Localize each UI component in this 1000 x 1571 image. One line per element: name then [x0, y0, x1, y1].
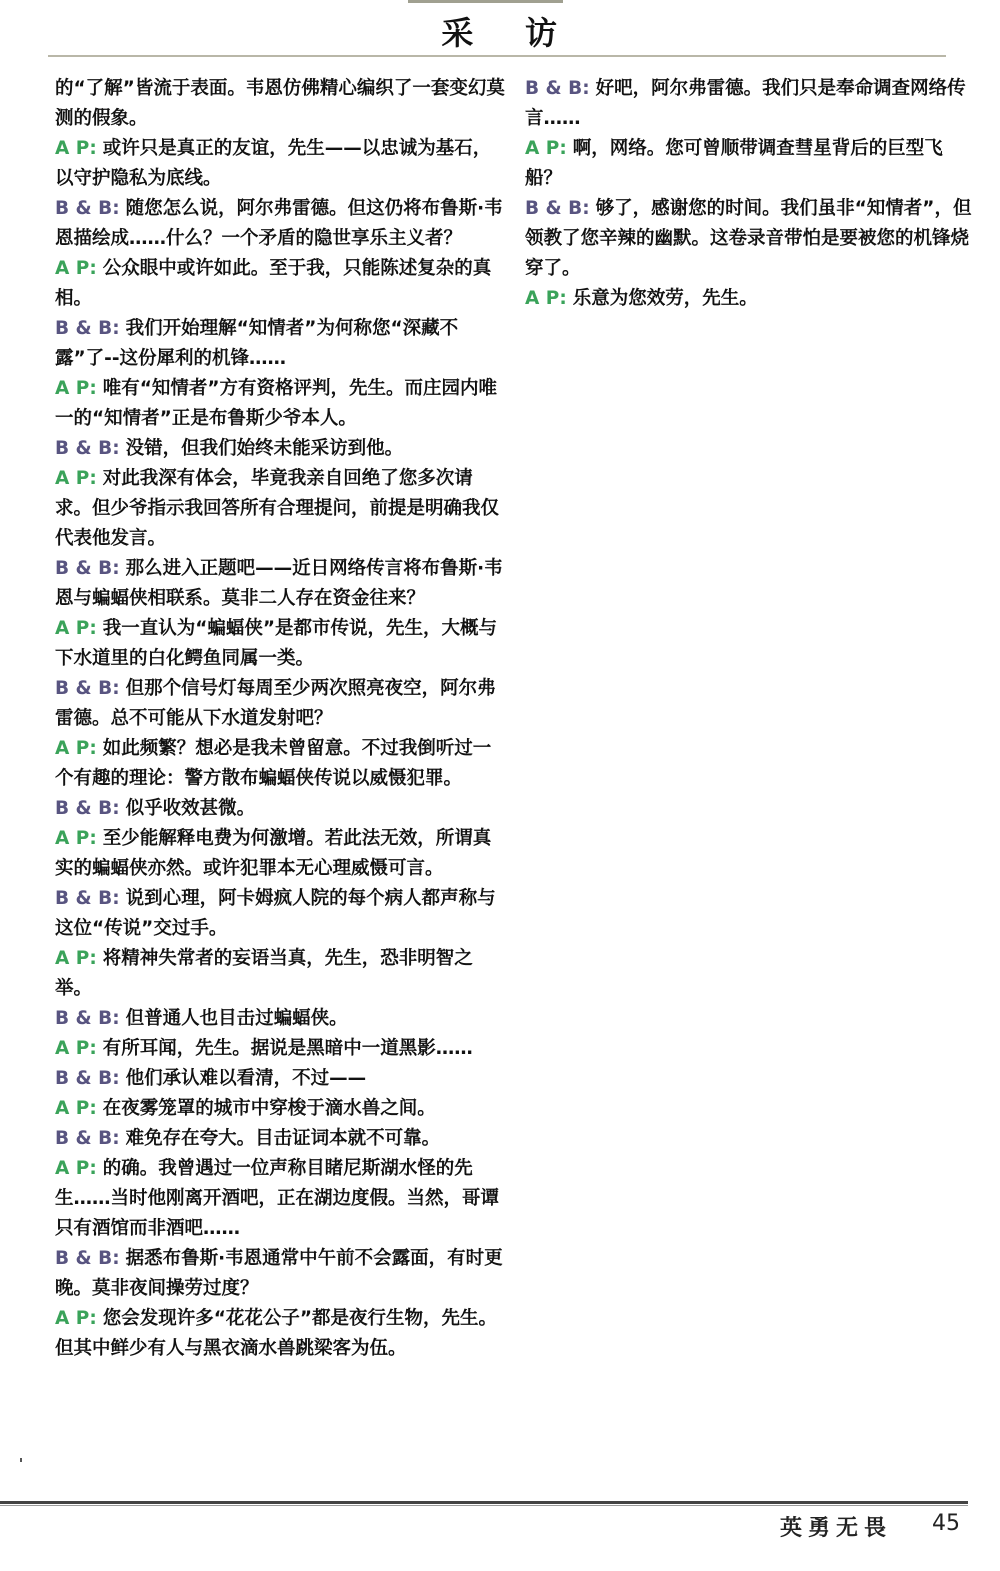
page-title: [0, 8, 1000, 54]
speaker-label: B & B:: [55, 1008, 120, 1029]
dialogue-turn: [55, 134, 505, 194]
dialogue-text: 那么进入正题吧——近日网络传言将布鲁斯·韦恩与蝙蝠侠相联系。莫非二人存在资金往来？: [55, 558, 503, 609]
top-decorative-rule: [408, 0, 563, 3]
dialogue-turn: [55, 434, 505, 464]
dialogue-text: 我一直认为“蝙蝠侠”是都市传说，先生，大概与下水道里的白化鳄鱼同属一类。: [55, 618, 498, 669]
dialogue-text: 好吧，阿尔弗雷德。我们只是奉命调查网络传言……: [525, 78, 966, 129]
dialogue-turn: [55, 1064, 505, 1094]
dialogue-turn: [525, 134, 975, 194]
dialogue-turn: [55, 734, 505, 794]
dialogue-text: 或许只是真正的友谊，先生——以忠诚为基石，以守护隐私为底线。: [55, 138, 492, 189]
dialogue-turn: [55, 1244, 505, 1304]
dialogue-text: 难免存在夸大。目击证词本就不可靠。: [125, 1128, 441, 1149]
speaker-label: A P:: [55, 618, 97, 639]
speaker-label: A P:: [55, 1038, 97, 1059]
dialogue-text: 但普通人也目击过蝙蝠侠。: [125, 1008, 348, 1029]
dialogue-text: 的“了解”皆流于表面。韦恩仿佛精心编织了一套变幻莫测的假象。: [55, 78, 505, 129]
dialogue-turn: [525, 284, 975, 314]
dialogue-turn: [55, 464, 505, 554]
speaker-label: B & B:: [55, 1068, 120, 1089]
speaker-label: A P:: [55, 738, 97, 759]
page-number: 45: [932, 1511, 960, 1536]
dialogue-text: 您会发现许多“花花公子”都是夜行生物，先生。但其中鲜少有人与黑衣滴水兽跳梁客为伍。: [55, 1308, 498, 1359]
dialogue-text: 够了，感谢您的时间。我们虽非“知情者”，但领教了您辛辣的幽默。这卷录音带怕是要被您的机锋烧穿了。: [525, 198, 972, 279]
dialogue-text: 在夜雾笼罩的城市中穿梭于滴水兽之间。: [102, 1098, 436, 1119]
scan-speck: [20, 1458, 22, 1462]
dialogue-text: 据悉布鲁斯·韦恩通常中午前不会露面，有时更晚。莫非夜间操劳过度？: [55, 1248, 503, 1299]
dialogue-text: 的确。我曾遇过一位声称目睹尼斯湖水怪的先生……当时他刚离开酒吧，正在湖边度假。当然，哥谭只有酒馆而非酒吧……: [55, 1158, 500, 1239]
speaker-label: A P:: [525, 138, 567, 159]
speaker-label: B & B:: [525, 78, 590, 99]
speaker-label: B & B:: [55, 888, 120, 909]
dialogue-turn: [55, 1124, 505, 1154]
footer-sub-rule: [0, 1505, 968, 1506]
dialogue-text: 将精神失常者的妄语当真，先生，恐非明智之举。: [55, 948, 473, 999]
dialogue-turn: [55, 374, 505, 434]
speaker-label: B & B:: [55, 438, 120, 459]
dialogue-turn: [55, 1094, 505, 1124]
speaker-label: A P:: [55, 258, 97, 279]
dialogue-turn: [55, 1004, 505, 1034]
dialogue-text: 他们承认难以看清，不过——: [125, 1068, 367, 1089]
speaker-label: A P:: [55, 1308, 97, 1329]
dialogue-text: 至少能解释电费为何激增。若此法无效，所谓真实的蝙蝠侠亦然。或许犯罪本无心理威慑可言。: [55, 828, 492, 879]
dialogue-text: 但那个信号灯每周至少两次照亮夜空，阿尔弗雷德。总不可能从下水道发射吧？: [55, 678, 496, 729]
dialogue-turn: [55, 884, 505, 944]
dialogue-text: 公众眼中或许如此。至于我，只能陈述复杂的真相。: [55, 258, 492, 309]
speaker-label: B & B:: [55, 678, 120, 699]
speaker-label: B & B:: [55, 198, 120, 219]
dialogue-turn: [55, 254, 505, 314]
dialogue-turn: [55, 824, 505, 884]
speaker-label: B & B:: [525, 198, 590, 219]
running-title: 英勇无畏: [780, 1516, 893, 1541]
dialogue-text: 乐意为您效劳，先生。: [572, 288, 758, 309]
speaker-label: A P:: [55, 828, 97, 849]
speaker-label: B & B:: [55, 1128, 120, 1149]
dialogue-turn: [55, 74, 505, 134]
dialogue-text: 似乎收效甚微。: [125, 798, 256, 819]
speaker-label: A P:: [55, 378, 97, 399]
dialogue-text: 没错，但我们始终未能采访到他。: [125, 438, 404, 459]
speaker-label: B & B:: [55, 798, 120, 819]
dialogue-text: 我们开始理解“知情者”为何称您“深藏不露”了--这份犀利的机锋……: [55, 318, 459, 369]
dialogue-text: 唯有“知情者”方有资格评判，先生。而庄园内唯一的“知情者”正是布鲁斯少爷本人。: [55, 378, 498, 429]
title-char-2: 访: [525, 14, 559, 52]
speaker-label: B & B:: [55, 1248, 120, 1269]
dialogue-turn: [55, 1304, 505, 1364]
dialogue-text: 对此我深有体会，毕竟我亲自回绝了您多次请求。但少爷指示我回答所有合理提问，前提是明确我仅代表他发言。: [55, 468, 500, 549]
dialogue-text: 啊，网络。您可曾顺带调查彗星背后的巨型飞船？: [525, 138, 943, 189]
dialogue-text: 随您怎么说，阿尔弗雷德。但这仍将布鲁斯·韦恩描绘成……什么？一个矛盾的隐世享乐主义者？: [55, 198, 503, 249]
speaker-label: A P:: [525, 288, 567, 309]
dialogue-turn: [55, 614, 505, 674]
speaker-label: A P:: [55, 1098, 97, 1119]
dialogue-text: 说到心理，阿卡姆疯人院的每个病人都声称与这位“传说”交过手。: [55, 888, 496, 939]
dialogue-text: 如此频繁？想必是我未曾留意。不过我倒听过一个有趣的理论：警方散布蝙蝠侠传说以威慑犯罪。: [55, 738, 492, 789]
speaker-label: A P:: [55, 138, 97, 159]
dialogue-turn: [55, 554, 505, 614]
dialogue-turn: [55, 674, 505, 734]
dialogue-turn: [55, 1154, 505, 1244]
dialogue-turn: [525, 74, 975, 134]
dialogue-text: 有所耳闻，先生。据说是黑暗中一道黑影……: [102, 1038, 473, 1059]
speaker-label: A P:: [55, 948, 97, 969]
left-text-column: [55, 74, 505, 1364]
speaker-label: B & B:: [55, 318, 120, 339]
dialogue-turn: [55, 194, 505, 254]
dialogue-turn: [55, 944, 505, 1004]
title-char-1: 采: [441, 14, 475, 52]
dialogue-turn: [55, 794, 505, 824]
speaker-label: A P:: [55, 1158, 97, 1179]
dialogue-turn: [55, 314, 505, 374]
right-text-column: [525, 74, 975, 314]
footer-rule: [0, 1501, 968, 1504]
header-rule: [48, 55, 946, 57]
speaker-label: A P:: [55, 468, 97, 489]
speaker-label: B & B:: [55, 558, 120, 579]
dialogue-turn: [55, 1034, 505, 1064]
dialogue-turn: [525, 194, 975, 284]
